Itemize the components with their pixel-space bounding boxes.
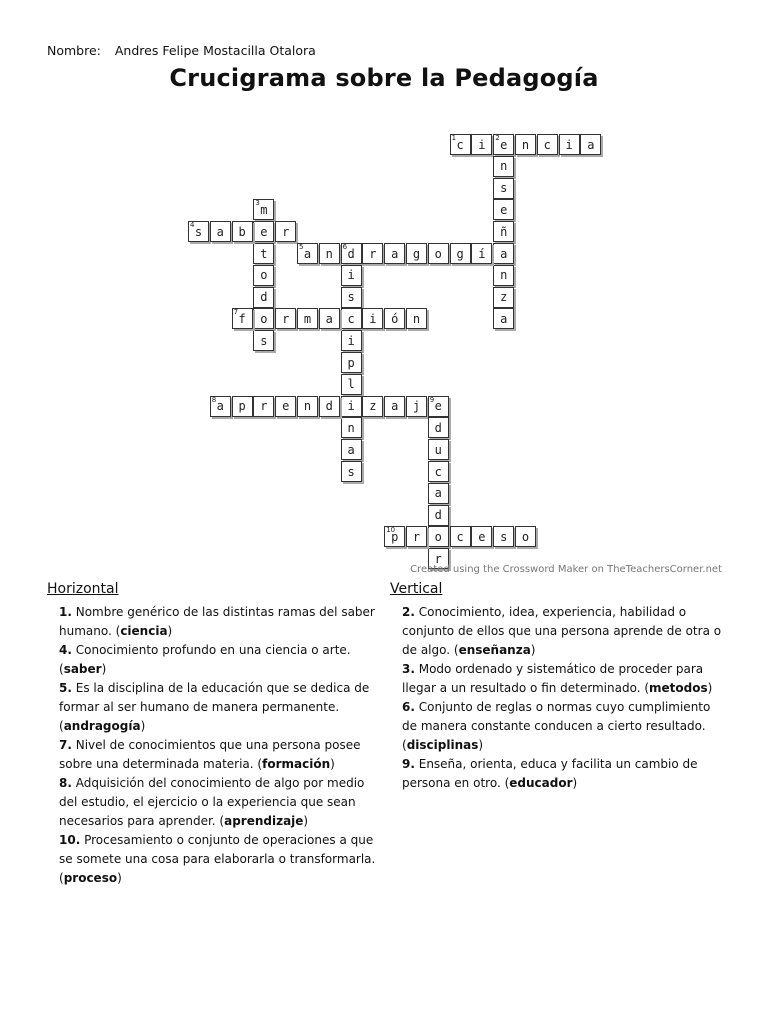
- cell-letter: g: [412, 246, 421, 261]
- cell-letter: o: [434, 246, 442, 261]
- crossword-cell: [341, 352, 362, 373]
- cell-letter: n: [500, 159, 508, 174]
- cell-letter: i: [565, 137, 573, 152]
- cell-letter: d: [434, 508, 442, 523]
- clue-item: [47, 679, 377, 736]
- cell-letter: s: [194, 224, 203, 239]
- cell-letter: a: [500, 246, 508, 261]
- cell-letter: m: [303, 311, 312, 326]
- crossword-cell: [428, 526, 449, 547]
- cell-letter: o: [260, 268, 268, 283]
- crossword-cell: [428, 417, 449, 438]
- clue-answer: aprendizaje: [224, 814, 304, 828]
- crossword-cell: [297, 396, 318, 417]
- crossword-cell: [493, 134, 514, 155]
- clue-number: 10: [386, 526, 396, 535]
- crossword-cell: [253, 243, 274, 264]
- crossword-cell: [559, 134, 580, 155]
- crossword-cell: [341, 461, 362, 482]
- clue-tail: ): [101, 662, 107, 676]
- cell-letter: i: [347, 333, 355, 348]
- cell-letter: i: [347, 399, 355, 414]
- clue-number: 1: [451, 134, 457, 142]
- crossword-cell: [537, 134, 558, 155]
- crossword-cell: [341, 265, 362, 286]
- crossword-cell: [341, 287, 362, 308]
- cell-letter: c: [434, 464, 442, 479]
- cell-letter: m: [260, 202, 268, 217]
- clue-text: Procesamiento o conjunto de operaciones a que se somete una cosa para elaborarla o transformarla. (: [59, 833, 376, 885]
- cell-letter: e: [500, 202, 508, 217]
- crossword-cell: [319, 308, 340, 329]
- crossword-cell: [275, 221, 296, 242]
- crossword-cell: [493, 221, 514, 242]
- clue-number: 4: [190, 221, 195, 230]
- clue-tail: ): [117, 871, 122, 885]
- cell-letter: n: [303, 399, 312, 414]
- vertical-heading: Vertical: [390, 581, 443, 597]
- cell-letter: g: [456, 246, 464, 261]
- clue-tail: ): [140, 719, 146, 733]
- cell-letter: n: [412, 311, 421, 326]
- clue-item: [47, 774, 377, 831]
- crossword-cell: [341, 439, 362, 460]
- crossword-cell: [297, 243, 318, 264]
- clue-number: 5: [299, 243, 304, 251]
- crossword-cell: [450, 134, 471, 155]
- credit-line: Created using the Crossword Maker on TheTeachersCorner.net: [410, 564, 722, 575]
- cell-letter: n: [347, 420, 355, 435]
- clue-item: [390, 755, 726, 793]
- clue-answer: enseñanza: [458, 643, 531, 657]
- cell-letter: a: [434, 486, 442, 501]
- cell-letter: a: [216, 224, 224, 239]
- crossword-cell: [253, 265, 274, 286]
- crossword-cell: [275, 308, 296, 329]
- cell-letter: o: [260, 311, 268, 326]
- cell-letter: e: [260, 224, 268, 239]
- cell-letter: s: [347, 290, 355, 305]
- cell-letter: i: [478, 137, 486, 152]
- clue-item: [47, 641, 377, 679]
- clue-number: 1.: [59, 605, 72, 619]
- crossword-cell: [428, 461, 449, 482]
- clue-answer: ciencia: [120, 624, 168, 638]
- crossword-cell: [428, 243, 449, 264]
- cell-letter: e: [500, 137, 508, 152]
- clue-tail: ): [707, 681, 713, 695]
- cell-letter: c: [456, 137, 464, 152]
- crossword-cell: [428, 505, 449, 526]
- cell-letter: d: [260, 290, 268, 305]
- clue-answer: disciplinas: [406, 738, 479, 752]
- clue-answer: metodos: [649, 681, 708, 695]
- clue-answer: educador: [509, 776, 573, 790]
- cell-letter: b: [238, 224, 246, 239]
- crossword-cell: [493, 178, 514, 199]
- clue-item: [390, 698, 726, 755]
- crossword-cell: [428, 439, 449, 460]
- horizontal-clue-list: [47, 603, 377, 888]
- clue-number: 9.: [402, 757, 415, 771]
- clue-text: Conocimiento profundo en una ciencia o arte. (: [59, 643, 351, 676]
- crossword-cell: [406, 396, 427, 417]
- crossword-cell: [362, 396, 383, 417]
- crossword-cell: [493, 243, 514, 264]
- clue-tail: ): [478, 738, 484, 752]
- clue-number: 3.: [402, 662, 415, 676]
- crossword-cell: [493, 156, 514, 177]
- clue-answer: formación: [262, 757, 331, 771]
- crossword-cell: [428, 483, 449, 504]
- crossword-cell: [275, 396, 296, 417]
- cell-letter: a: [303, 246, 312, 261]
- crossword-cell: [232, 396, 253, 417]
- clue-text: Enseña, orienta, educa y facilita un cambio de persona en otro. (: [402, 757, 698, 790]
- clue-text: Adquisición del conocimiento de algo por medio del estudio, el ejercicio o la experiencia que sean necesarios para aprender. (: [59, 776, 365, 828]
- crossword-cell: [362, 243, 383, 264]
- clue-number: 5.: [59, 681, 72, 695]
- clue-answer: proceso: [63, 871, 118, 885]
- crossword-cell: [253, 396, 274, 417]
- cell-letter: t: [260, 246, 268, 261]
- clue-text: Nombre genérico de las distintas ramas del saber humano. (: [59, 605, 375, 638]
- clue-number: 3: [255, 199, 260, 208]
- crossword-cell: [341, 330, 362, 351]
- clue-tail: ): [303, 814, 309, 828]
- cell-letter: s: [260, 333, 268, 348]
- crossword-cell: [515, 134, 536, 155]
- crossword-cell: [493, 265, 514, 286]
- crossword-cell: [471, 526, 492, 547]
- clue-number: 8.: [59, 776, 72, 790]
- crossword-cell: [297, 308, 318, 329]
- cell-letter: a: [500, 311, 508, 326]
- clue-tail: ): [167, 624, 173, 638]
- name-label: Nombre:: [47, 43, 101, 58]
- clue-tail: ): [572, 776, 578, 790]
- cell-letter: r: [282, 311, 290, 326]
- clue-item: [390, 660, 726, 698]
- crossword-cell: [341, 374, 362, 395]
- cell-letter: e: [282, 399, 290, 414]
- clue-number: 6.: [402, 700, 415, 714]
- cell-letter: r: [369, 246, 377, 261]
- cell-letter: i: [347, 268, 355, 283]
- cell-letter: d: [434, 420, 442, 435]
- cell-letter: ó: [391, 311, 399, 326]
- clue-number: 9: [429, 395, 435, 404]
- crossword-cell: [493, 308, 514, 329]
- crossword-cell: [253, 287, 274, 308]
- cell-letter: z: [500, 290, 508, 305]
- crossword-cell: [341, 417, 362, 438]
- clue-text: Conjunto de reglas o normas cuyo cumplimiento de manera constante conducen a cierto resultado. (: [402, 700, 711, 752]
- page-title: Crucigrama sobre la Pedagogía: [169, 64, 599, 92]
- crossword-cell: [493, 199, 514, 220]
- crossword-cell: [253, 199, 274, 220]
- horizontal-heading: Horizontal: [47, 581, 119, 597]
- crossword-cell: [362, 308, 383, 329]
- clue-number: 7: [233, 308, 239, 317]
- clue-text: Es la disciplina de la educación que se dedica de formar al ser humano de manera permanente. (: [59, 681, 370, 733]
- cell-letter: p: [347, 355, 355, 370]
- crossword-cell: [406, 243, 427, 264]
- cell-letter: a: [216, 399, 224, 414]
- cell-letter: c: [347, 311, 355, 326]
- cell-letter: u: [434, 442, 442, 457]
- crossword-cell: [319, 396, 340, 417]
- crossword-cell: [188, 221, 209, 242]
- cell-letter: p: [391, 529, 399, 544]
- cell-letter: p: [238, 399, 246, 414]
- crossword-cell: [384, 243, 405, 264]
- clue-item: [47, 603, 377, 641]
- clue-answer: saber: [63, 662, 102, 676]
- horizontal-clues: [47, 580, 377, 888]
- clue-text: Conocimiento, idea, experiencia, habilidad o conjunto de ellos que una persona aprende de otra o de algo. (: [402, 605, 722, 657]
- crossword-cell: [493, 526, 514, 547]
- crossword-cell: [493, 287, 514, 308]
- crossword-cell: [319, 243, 340, 264]
- crossword-cell: [232, 308, 253, 329]
- cell-letter: r: [260, 399, 268, 414]
- vertical-clues: [390, 580, 726, 793]
- cell-letter: l: [347, 377, 355, 392]
- clue-item: [47, 736, 377, 774]
- cell-letter: a: [325, 311, 333, 326]
- cell-letter: n: [500, 268, 508, 283]
- vertical-clue-list: [390, 603, 726, 793]
- crossword-cell: [471, 134, 492, 155]
- crossword-cell: [210, 221, 231, 242]
- cell-letter: r: [434, 551, 442, 566]
- crossword-cell: [406, 526, 427, 547]
- clue-text: Nivel de conocimientos que una persona posee sobre una determinada materia. (: [59, 738, 361, 771]
- crossword-cell: [341, 308, 362, 329]
- cell-letter: a: [587, 137, 595, 152]
- cell-letter: r: [282, 224, 290, 239]
- clue-number: 8: [211, 395, 217, 404]
- cell-letter: o: [434, 529, 442, 544]
- cell-letter: a: [347, 442, 355, 457]
- crossword-cell: [232, 221, 253, 242]
- crossword-cell: [384, 396, 405, 417]
- cell-letter: o: [521, 529, 530, 544]
- cell-letter: n: [325, 246, 333, 261]
- cell-letter: d: [347, 246, 355, 261]
- clue-number: 4.: [59, 643, 72, 657]
- clue-number: 6: [342, 243, 348, 251]
- clue-number: 2.: [402, 605, 415, 619]
- crossword-cell: [384, 308, 405, 329]
- cell-letter: z: [369, 399, 377, 414]
- clue-tail: ): [330, 757, 335, 771]
- cell-letter: c: [456, 529, 464, 544]
- cell-letter: ñ: [500, 224, 508, 239]
- cell-letter: a: [391, 399, 399, 414]
- clue-tail: ): [530, 643, 536, 657]
- crossword-cell: [450, 526, 471, 547]
- cell-letter: r: [412, 529, 421, 544]
- crossword-cell: [471, 243, 492, 264]
- crossword-cell: [450, 243, 471, 264]
- clue-number: 10.: [59, 833, 81, 847]
- crossword-cell: [384, 526, 405, 547]
- cell-letter: e: [434, 399, 442, 414]
- cell-letter: n: [521, 137, 530, 152]
- cell-letter: e: [478, 529, 486, 544]
- crossword-cell: [253, 308, 274, 329]
- crossword-cell: [515, 526, 536, 547]
- crossword-cell: [253, 330, 274, 351]
- clue-number: 7.: [59, 738, 72, 752]
- crossword-cell: [406, 308, 427, 329]
- cell-letter: i: [369, 311, 377, 326]
- clue-text: Modo ordenado y sistemático de proceder para llegar a un resultado o fin determinado. (: [402, 662, 704, 695]
- cell-letter: s: [500, 529, 508, 544]
- crossword-cell: [341, 396, 362, 417]
- cell-letter: í: [478, 246, 486, 261]
- name-value: Andres Felipe Mostacilla Otalora: [114, 43, 316, 58]
- crossword-cell: [210, 396, 231, 417]
- cell-letter: s: [500, 181, 508, 196]
- cell-letter: j: [412, 399, 421, 414]
- cell-letter: c: [543, 137, 551, 152]
- clue-item: [47, 831, 377, 888]
- crossword-cell: [253, 221, 274, 242]
- cell-letter: f: [238, 311, 246, 326]
- cell-letter: d: [325, 399, 333, 414]
- clue-answer: andragogía: [63, 719, 141, 733]
- cell-letter: a: [391, 246, 399, 261]
- cell-letter: s: [347, 464, 355, 479]
- crossword-cell: [341, 243, 362, 264]
- clue-number: 2: [495, 134, 500, 142]
- crossword-cell: [580, 134, 601, 155]
- clue-item: [390, 603, 726, 660]
- crossword-cell: [428, 396, 449, 417]
